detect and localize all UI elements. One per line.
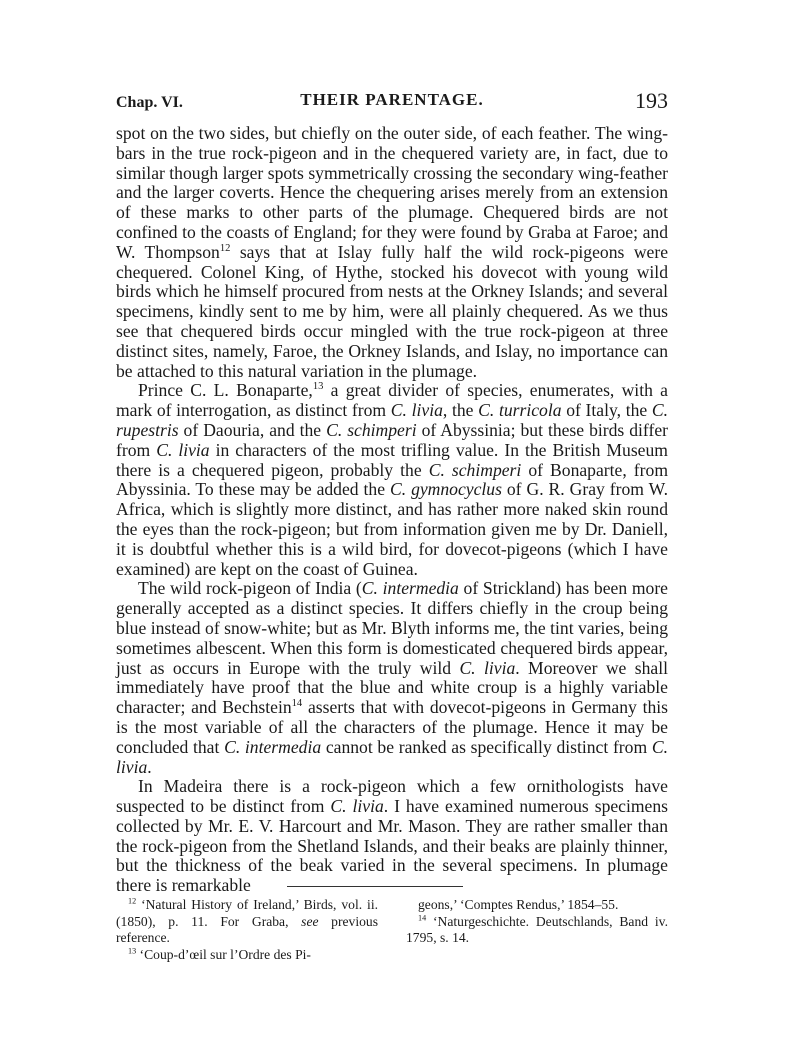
text-run: ‘Coup-d’œil sur l’Ordre des Pi- [136, 946, 311, 962]
text-run: . [147, 756, 152, 777]
text-run: of G. R. Gray from W. Africa, which is slightly more distinct, and has rather more naked skin round the eyes than the rock-pigeon; but from information given me by Dr. Daniell, it is doubtful whether this is a wild bird, for dovecot-pigeons (which I have examined) are kept on the coast of Guinea. [116, 479, 668, 579]
italic-text: C. intermedia [361, 578, 459, 599]
body-paragraph [116, 124, 668, 381]
footnote [116, 897, 378, 947]
text-run: spot on the two sides, but chiefly on the outer side, of each feather. The wing-bars in the true rock-pigeon and in the chequered variety are, in fact, due to similar though larger spots symmetrically crossing the secondary wing-feather and the larger coverts. Hence the chequering arises merely from an extension of these marks to other parts of the plumage. Chequered birds are not confined to the coasts of England; for they were found by Graba at Faroe; and W. Thompson [116, 123, 668, 262]
footnote-ref: 12 [128, 896, 137, 906]
page-number: 193 [635, 88, 668, 113]
italic-text: C. livia [156, 439, 210, 460]
text-run: asserts that with dovecot-pigeons in Germany this is the most variable of all the characters of the plumage. Hence it may be concluded that [116, 697, 668, 757]
footnote [116, 947, 378, 964]
text-run: of Abyssinia; but these birds differ from [116, 419, 668, 460]
text-run: says that at Islay fully half the wild rock-pigeons were chequered. Colonel King, of Hythe, stocked his dovecot with young wild birds which he himself procured from nests at the Orkney Islands; and several specimens, kindly sent to me by him, were all plainly chequered. As we thus see that chequered birds occur mingled with the true rock-pigeon at three distinct sites, namely, Faroe, the Orkney Islands, and Islay, no importance can be attached to this natural variation in the plumage. [116, 241, 669, 381]
text-run: of Bonaparte, from Abyssinia. To these may be added the [116, 459, 668, 500]
text-run: The wild rock-pigeon of India ( [138, 578, 362, 599]
body-paragraph [116, 579, 668, 777]
text-run: previous reference. [116, 913, 378, 945]
text-run: cannot be ranked as specifically distinct from [321, 736, 652, 757]
footnote-ref: 13 [128, 945, 137, 955]
text-run: a great divider of species, enumerates, with a mark of interrogation, as distinct from [116, 380, 668, 421]
text-run: of Italy, the [561, 400, 652, 421]
text-run: ‘Natural History of Ireland,’ Birds, vol. ii. (1850), p. 11. For Graba, [116, 897, 378, 929]
footnote-ref: 13 [312, 381, 324, 393]
footnote-ref: 12 [219, 242, 231, 254]
text-run: In Madeira there is a rock-pigeon which a few ornithologists have suspected to be distinct from [116, 776, 668, 817]
chapter-label: Chap. VI. [116, 94, 183, 111]
italic-text: C. livia [390, 400, 443, 421]
italic-text: C. schimperi [326, 419, 417, 440]
italic-text: C. intermedia [224, 736, 322, 757]
text-run: of Strickland) has been more generally accepted as a distinct species. It differs chiefly in the croup being blue instead of snow-white; but as Mr. Blyth informs me, the tint varies, being sometimes albescent. When this form is domesticated chequered birds appear, just as occurs in Europe with the truly wild [116, 578, 668, 678]
italic-text: C. schimperi [428, 459, 522, 480]
body-paragraph [116, 777, 668, 896]
footnote [406, 897, 668, 914]
text-run: in characters of the most trifling value. In the British Museum there is a chequered pigeon, probably the [116, 439, 668, 480]
italic-text: C. livia [459, 657, 516, 678]
running-title: THEIR PARENTAGE. [300, 90, 484, 109]
text-run: , the [442, 400, 479, 421]
footnote-divider [287, 886, 463, 887]
text-run: Prince C. L. Bonaparte, [138, 380, 313, 401]
italic-text: C. gymnocyclus [389, 479, 502, 500]
italic-text: C. livia [116, 736, 668, 777]
footnote [406, 914, 668, 947]
footnotes-left-column [116, 897, 378, 963]
italic-text: see [301, 913, 319, 929]
footnotes-right-column [406, 897, 668, 963]
footnotes [116, 897, 668, 963]
text-run: . Moreover we shall immediately have proof that the blue and white croup is a highly variable character; and Bechstein [116, 657, 668, 718]
italic-text: C. rupestris [116, 400, 669, 440]
italic-text: C. livia [330, 796, 384, 817]
footnote-ref: 14 [291, 698, 303, 710]
text-run: . I have examined numerous specimens collected by Mr. E. V. Harcourt and Mr. Mason. They are rather smaller than the rock-pigeon from the Shetland Islands, and their beaks are plainly thinner, but the thickness of the beak varied in the several specimens. In plumage there is remarkable [116, 796, 669, 896]
text-run: ‘Naturgeschichte. Deutschlands, Band iv. 1795, s. 14. [406, 913, 668, 945]
body-text [116, 124, 668, 896]
italic-text: C. turricola [478, 400, 562, 421]
footnote-ref: 14 [418, 912, 427, 922]
body-paragraph [116, 381, 668, 579]
text-run: of Daouria, and the [178, 419, 327, 440]
text-run: geons,’ ‘Comptes Rendus,’ 1854–55. [418, 897, 619, 912]
running-header [116, 88, 668, 114]
